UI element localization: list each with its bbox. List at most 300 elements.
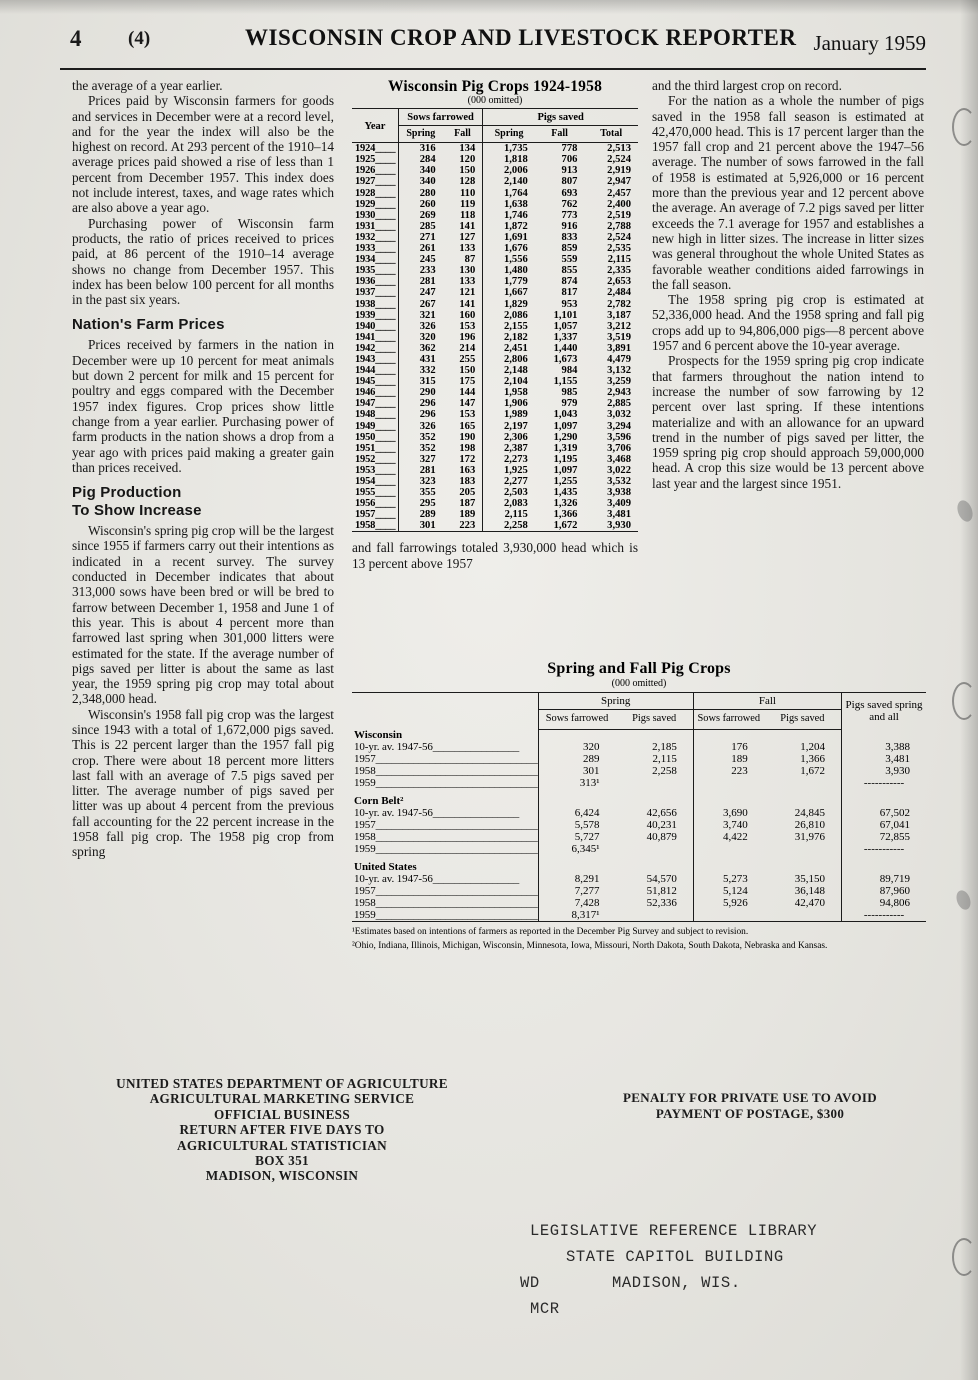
cell-empty bbox=[693, 729, 763, 741]
cell-fall-pigs bbox=[764, 777, 842, 789]
cell-sows-spring: 295 bbox=[419, 498, 436, 510]
cell-year: 1944____ bbox=[352, 365, 398, 376]
cell-sows-fall: 127 bbox=[443, 232, 483, 243]
cell-total: 2,115 bbox=[607, 254, 631, 266]
table-row bbox=[352, 476, 638, 487]
table-row bbox=[352, 807, 926, 819]
cell-year: 1933____ bbox=[352, 243, 398, 254]
col-header-sows-fall: Fall bbox=[443, 126, 483, 143]
cell-pigs-spring: 2,155 bbox=[503, 320, 528, 332]
cell-sows-spring: 301 bbox=[398, 520, 442, 532]
cell-pigs-fall: 706 bbox=[561, 154, 578, 166]
cell-fall-sows: 176 bbox=[731, 741, 748, 753]
cell-total: 2,513 bbox=[607, 143, 631, 155]
cell-sows-fall: 198 bbox=[443, 443, 483, 454]
penalty-line: PENALTY FOR PRIVATE USE TO AVOID bbox=[623, 1090, 877, 1105]
cell-year: 1952____ bbox=[352, 454, 398, 465]
paragraph: the average of a year earlier. bbox=[72, 78, 223, 93]
masthead bbox=[60, 22, 926, 66]
cell-row-label: 1957______________________________ bbox=[354, 885, 538, 897]
cell-fall-sows: 189 bbox=[731, 753, 748, 765]
cell-pigs-spring: 2,182 bbox=[503, 331, 528, 343]
cell-year: 1957____ bbox=[352, 509, 398, 520]
cell-total: 3,132 bbox=[607, 365, 631, 377]
cell-fall-pigs: 36,148 bbox=[764, 885, 842, 897]
cell-year: 1938____ bbox=[352, 299, 398, 310]
penalty-line: PAYMENT OF POSTAGE, $300 bbox=[655, 1105, 845, 1121]
cell-empty bbox=[693, 861, 763, 873]
cell-total: 2,457 bbox=[607, 187, 631, 199]
cell-total: 3,938 bbox=[607, 487, 631, 499]
cell-spring-pigs bbox=[616, 777, 694, 789]
paragraph: Wisconsin's spring pig crop will be the largest since 1955 if farmers carry out their intentions as indicated in a recent survey. The survey conducted in December indicates that about 313,000 sows have been bred or will be bred to farrow between December 1, 1958 and June 1 of this year. This is about 4 percent more than farrowed last spring when 301,000 litters were estimated for the state. If the average number of pigs saved per litter is about the same as last year, the 1959 spring pig crop may total about 2,348,000 head. bbox=[72, 523, 334, 707]
cell-spring-sows: 8,291 bbox=[574, 873, 600, 885]
cell-year: 1941____ bbox=[352, 332, 398, 343]
cell-pigs-fall: 1,319 bbox=[553, 442, 578, 454]
paragraph: Prices paid by Wisconsin farmers for goods and services in December were at a record level, and for the year the index will also be the highest on record. At 293 percent of the 1910–14 average prices paid showed a rise of less than 1 percent from December 1957. This index does not include interest, taxes, and wage rates which are also above a year ago. bbox=[72, 93, 334, 216]
cell-sows-spring: 326 bbox=[419, 320, 436, 332]
cell-year: 1958____ bbox=[352, 520, 398, 532]
cell-pigs-fall: 985 bbox=[561, 387, 578, 399]
cell-total: 3,532 bbox=[607, 476, 631, 487]
paragraph: Prices received by farmers in the nation in December were up 10 percent for meat animals but down 2 percent for milk and 15 percent for poultry and eggs compared with the December 1957 index figures. Crop prices show little change from a year earlier. Purchasing power of farm products in the nation shows a drop from a year ago with prices paid making a greater gain than prices received. bbox=[72, 337, 334, 475]
cell-empty bbox=[616, 729, 694, 741]
cell-total: 2,947 bbox=[607, 176, 631, 188]
cell-sows-spring: 332 bbox=[419, 365, 436, 377]
cell-year: 1925____ bbox=[352, 154, 398, 165]
table-row bbox=[352, 210, 638, 221]
cell-empty bbox=[764, 729, 842, 741]
cell-sows-fall: 121 bbox=[443, 287, 483, 298]
table-title: Wisconsin Pig Crops 1924-1958 bbox=[387, 78, 603, 95]
table-row bbox=[352, 188, 638, 199]
col-header-sows-spring: Spring bbox=[398, 126, 442, 143]
stamp-initials-wd: WD bbox=[520, 1274, 540, 1292]
cell-total: 72,855 bbox=[879, 831, 910, 843]
col-group-sows-farrowed: Sows farrowed bbox=[398, 109, 482, 126]
cell-total: 2,788 bbox=[607, 220, 631, 232]
imprint-line: UNITED STATES DEPARTMENT OF AGRICULTURE bbox=[116, 1076, 448, 1091]
table-footnote-2: ²Ohio, Indiana, Illinois, Michigan, Wisconsin, Minnesota, Iowa, Missouri, North Dakota, South Dakota, Nebraska and Kansas. bbox=[352, 941, 828, 951]
cell-row-label: 1959______________________________ bbox=[354, 777, 538, 789]
cell-total: 3,187 bbox=[607, 309, 631, 321]
table-row bbox=[352, 465, 638, 476]
table-row bbox=[352, 176, 638, 187]
cell-empty bbox=[616, 795, 694, 807]
cell-pigs-fall: 1,326 bbox=[553, 498, 578, 510]
cell-pigs-fall: 1,366 bbox=[553, 509, 578, 521]
cell-sows-fall: 130 bbox=[443, 265, 483, 276]
cell-total: 2,653 bbox=[607, 276, 631, 288]
cell-year: 1932____ bbox=[352, 232, 398, 243]
cell-row-label: 10-yr. av. 1947-56________________ bbox=[352, 741, 538, 753]
cell-total: 3,930 bbox=[885, 765, 910, 777]
cell-pigs-fall: 1,043 bbox=[553, 409, 578, 421]
cell-row-label: 1958______________________________ bbox=[354, 765, 538, 777]
cell-region-name: Corn Belt² bbox=[352, 795, 538, 807]
cell-sows-fall: 163 bbox=[443, 465, 483, 476]
cell-total: 2,782 bbox=[607, 298, 631, 310]
cell-empty bbox=[842, 729, 926, 741]
cell-pigs-spring: 2,273 bbox=[503, 453, 528, 465]
cell-pigs-spring: 2,140 bbox=[503, 176, 528, 188]
cell-pigs-fall: 807 bbox=[561, 176, 578, 188]
cell-total: 94,806 bbox=[879, 897, 910, 909]
table-row bbox=[352, 365, 638, 376]
cell-spring-sows: 289 bbox=[583, 753, 600, 765]
cell-sows-fall: 190 bbox=[443, 432, 483, 443]
col-header-pigs-fall: Fall bbox=[535, 126, 585, 143]
cell-sows-fall: 172 bbox=[443, 454, 483, 465]
col-header-total: Total bbox=[584, 126, 638, 143]
cell-sows-spring: 327 bbox=[419, 453, 436, 465]
cell-sows-spring: 245 bbox=[419, 254, 436, 266]
cell-fall-pigs: 24,845 bbox=[764, 807, 842, 819]
table-row bbox=[352, 165, 638, 176]
imprint-line: AGRICULTURAL STATISTICIAN bbox=[177, 1137, 387, 1153]
table-row bbox=[352, 741, 926, 753]
section-heading-nations-farm-prices: Nation's Farm Prices bbox=[72, 316, 225, 334]
cell-pigs-fall: 1,672 bbox=[535, 520, 585, 532]
table-row bbox=[352, 254, 638, 265]
table-row bbox=[352, 232, 638, 243]
cell-spring-sows: 5,727 bbox=[574, 831, 600, 843]
cell-sows-fall: 160 bbox=[443, 310, 483, 321]
table-footnote-1: ¹Estimates based on intentions of farmers as reported in the December Pig Survey and subject to revision. bbox=[352, 927, 749, 937]
cell-empty bbox=[538, 861, 615, 873]
table-group-row bbox=[352, 729, 926, 741]
cell-spring-pigs: 2,185 bbox=[616, 741, 694, 753]
cell-fall-sows: 3,740 bbox=[722, 819, 748, 831]
cell-total: 3,022 bbox=[607, 464, 631, 476]
cell-sows-spring: 340 bbox=[419, 165, 436, 177]
cell-year: 1949____ bbox=[352, 421, 398, 432]
imprint-line: RETURN AFTER FIVE DAYS TO bbox=[179, 1122, 385, 1138]
cell-total: 2,519 bbox=[607, 209, 631, 221]
penalty-notice bbox=[560, 1090, 940, 1121]
cell-total: 67,502 bbox=[879, 807, 910, 819]
table-group-row bbox=[352, 861, 926, 873]
cell-total: 3,388 bbox=[885, 741, 910, 753]
cell-row-label: 10-yr. av. 1947-56________________ bbox=[352, 873, 538, 885]
cell-sows-spring: 296 bbox=[419, 398, 436, 410]
cell-pigs-fall: 913 bbox=[561, 165, 578, 177]
cell-sows-fall: 150 bbox=[443, 165, 483, 176]
cell-pigs-spring: 1,735 bbox=[503, 143, 528, 155]
cell-row-label: 1959______________________________ bbox=[354, 843, 538, 855]
cell-sows-fall: 128 bbox=[443, 176, 483, 187]
cell-pigs-fall: 1,290 bbox=[553, 431, 578, 443]
cell-pigs-fall: 1,440 bbox=[553, 342, 578, 354]
table-row bbox=[352, 421, 638, 432]
cell-sows-fall: 144 bbox=[443, 387, 483, 398]
cell-total: 3,259 bbox=[607, 376, 631, 388]
cell-total: 2,400 bbox=[607, 198, 631, 210]
paragraph: Purchasing power of Wisconsin farm products, the ratio of prices received to prices paid, at 86 percent of the 1910–14 average shows no change from December 1957. This index has been below 100 percent for all months in the past six years. bbox=[72, 215, 334, 308]
cell-fall-pigs: 1,672 bbox=[764, 765, 842, 777]
cell-sows-fall: 196 bbox=[443, 332, 483, 343]
cell-fall-sows: 5,124 bbox=[722, 885, 748, 897]
col-group-fall: Fall bbox=[693, 693, 841, 710]
cell-total: ----------- bbox=[863, 843, 905, 855]
cell-pigs-spring: 1,764 bbox=[503, 187, 528, 199]
cell-spring-pigs: 2,115 bbox=[616, 753, 694, 765]
issue-date: January 1959 bbox=[813, 31, 926, 55]
table-row bbox=[352, 354, 638, 365]
article-column-left bbox=[72, 78, 334, 860]
cell-pigs-fall: 1,097 bbox=[553, 464, 578, 476]
binding-mark-icon bbox=[952, 682, 976, 720]
cell-sows-spring: 315 bbox=[419, 376, 436, 388]
table-bottom-rule bbox=[352, 922, 926, 925]
cell-pigs-spring: 2,104 bbox=[503, 376, 528, 388]
cell-sows-fall: 141 bbox=[443, 299, 483, 310]
imprint-line: BOX 351 bbox=[255, 1153, 309, 1169]
cell-sows-spring: 323 bbox=[419, 476, 436, 487]
cell-year: 1940____ bbox=[352, 321, 398, 332]
cell-pigs-fall: 1,057 bbox=[553, 320, 578, 332]
table-row bbox=[352, 376, 638, 387]
cell-total: 3,468 bbox=[607, 453, 631, 465]
cell-total: 3,409 bbox=[607, 498, 631, 510]
cell-spring-sows: 313¹ bbox=[579, 777, 600, 789]
cell-pigs-spring: 2,387 bbox=[503, 442, 528, 454]
cell-total: 3,212 bbox=[607, 320, 631, 332]
cell-year: 1947____ bbox=[352, 398, 398, 409]
cell-fall-pigs: 42,470 bbox=[764, 897, 842, 909]
cell-pigs-fall: 1,435 bbox=[553, 487, 578, 499]
table-row bbox=[352, 321, 638, 332]
cell-pigs-fall: 1,097 bbox=[553, 420, 578, 432]
cell-sows-spring: 269 bbox=[419, 209, 436, 221]
cell-sows-spring: 281 bbox=[419, 276, 436, 288]
cell-sows-spring: 285 bbox=[419, 220, 436, 232]
cell-pigs-spring: 1,906 bbox=[503, 398, 528, 410]
cell-pigs-fall: 778 bbox=[561, 143, 578, 155]
cell-total: 89,719 bbox=[879, 873, 910, 885]
col-header-pigs-spring: Spring bbox=[483, 126, 535, 143]
cell-pigs-fall: 1,195 bbox=[553, 453, 578, 465]
cell-pigs-fall: 1,673 bbox=[553, 353, 578, 365]
cell-pigs-spring: 2,006 bbox=[503, 165, 528, 177]
cell-spring-sows: 6,345¹ bbox=[571, 843, 600, 855]
cell-year: 1951____ bbox=[352, 443, 398, 454]
cell-total: 3,032 bbox=[607, 409, 631, 421]
cell-fall-pigs bbox=[764, 909, 842, 922]
cell-spring-pigs: 2,258 bbox=[616, 765, 694, 777]
cell-sows-spring: 260 bbox=[419, 198, 436, 210]
rule bbox=[352, 922, 926, 925]
cell-total: 3,706 bbox=[607, 442, 631, 454]
cell-sows-spring: 296 bbox=[419, 409, 436, 421]
binding-mark-icon bbox=[952, 1238, 976, 1276]
cell-fall-sows: 3,690 bbox=[722, 807, 748, 819]
cell-sows-fall: 205 bbox=[443, 487, 483, 498]
cell-year: 1926____ bbox=[352, 165, 398, 176]
cell-sows-spring: 352 bbox=[419, 431, 436, 443]
cell-sows-fall: 119 bbox=[443, 199, 483, 210]
publication-title: WISCONSIN CROP AND LIVESTOCK REPORTER bbox=[245, 25, 797, 50]
cell-fall-pigs: 35,150 bbox=[764, 873, 842, 885]
cell-pigs-spring: 1,676 bbox=[503, 243, 528, 255]
cell-spring-sows: 7,428 bbox=[574, 897, 600, 909]
section-heading-pig-production: Pig Production bbox=[72, 484, 182, 502]
cell-sows-fall: 150 bbox=[443, 365, 483, 376]
cell-sows-spring: 290 bbox=[419, 387, 436, 399]
cell-sows-fall: 134 bbox=[443, 143, 483, 155]
table-row bbox=[352, 432, 638, 443]
table-row bbox=[352, 243, 638, 254]
table-row bbox=[352, 819, 926, 831]
table-group-row bbox=[352, 795, 926, 807]
table-row bbox=[352, 343, 638, 354]
cell-year: 1936____ bbox=[352, 276, 398, 287]
table-row bbox=[352, 265, 638, 276]
cell-sows-fall: 189 bbox=[443, 509, 483, 520]
cell-fall-sows bbox=[693, 909, 763, 922]
cell-total: 2,335 bbox=[607, 265, 631, 277]
cell-pigs-spring: 2,148 bbox=[503, 365, 528, 377]
table-row bbox=[352, 299, 638, 310]
cell-sows-fall: 175 bbox=[443, 376, 483, 387]
cell-total: 2,524 bbox=[607, 231, 631, 243]
cell-year: 1950____ bbox=[352, 432, 398, 443]
section-heading-to-show-increase: To Show Increase bbox=[72, 502, 202, 520]
paragraph: The 1958 spring pig crop is estimated at 52,336,000 head. And the 1958 spring and fall pig crops add up to 94,806,000 pigs—8 percent above 1957 and 6 percent above the 10-year average. bbox=[652, 292, 924, 354]
cell-pigs-fall: 693 bbox=[561, 187, 578, 199]
library-stamp bbox=[520, 1218, 920, 1322]
col-header-region bbox=[352, 693, 538, 730]
cell-pigs-fall: 916 bbox=[561, 220, 578, 232]
cell-spring-pigs: 54,570 bbox=[616, 873, 694, 885]
cell-year: 1939____ bbox=[352, 310, 398, 321]
cell-pigs-spring: 1,667 bbox=[503, 287, 528, 299]
cell-pigs-spring: 2,277 bbox=[503, 476, 528, 487]
col-header-pigs-saved-spring-and-all: Pigs saved spring and all bbox=[842, 693, 926, 730]
cell-total: 3,294 bbox=[607, 420, 631, 432]
cell-row-label: 1957______________________________ bbox=[354, 753, 538, 765]
paragraph: and the third largest crop on record. bbox=[652, 78, 842, 93]
cell-fall-sows: 5,273 bbox=[722, 873, 748, 885]
cell-row-label: 1958______________________________ bbox=[354, 897, 538, 909]
cell-sows-fall: 223 bbox=[443, 520, 483, 532]
cell-year: 1927____ bbox=[352, 176, 398, 187]
cell-fall-sows bbox=[693, 843, 763, 855]
col-header-spring-sows: Sows farrowed bbox=[538, 710, 615, 730]
cell-pigs-fall: 1,337 bbox=[553, 331, 578, 343]
col-group-spring: Spring bbox=[538, 693, 693, 710]
cell-sows-spring: 352 bbox=[419, 442, 436, 454]
table-title: Spring and Fall Pig Crops bbox=[547, 660, 731, 677]
cell-pigs-spring: 2,503 bbox=[503, 487, 528, 499]
stamp-line-building: STATE CAPITOL BUILDING bbox=[566, 1248, 784, 1266]
cell-pigs-fall: 984 bbox=[561, 365, 578, 377]
cell-sows-fall: 183 bbox=[443, 476, 483, 487]
cell-pigs-spring: 1,958 bbox=[503, 387, 528, 399]
table-subtitle: (000 omitted) bbox=[467, 95, 523, 106]
cell-year: 1943____ bbox=[352, 354, 398, 365]
cell-sows-spring: 326 bbox=[419, 420, 436, 432]
table-row bbox=[352, 843, 926, 855]
pig-crops-table-body bbox=[352, 143, 638, 532]
table-row bbox=[352, 520, 638, 532]
cell-year: 1954____ bbox=[352, 476, 398, 487]
paragraph: Wisconsin's 1958 fall pig crop was the largest since 1943 with a total of 1,672,000 pigs saved. This is 22 percent larger than the 1957 fall pig crop. There were about 18 percent more litters last fall with an average of 7.5 pigs saved per litter. The average number of pigs saved per litter was up about 4 percent from the previous fall accounting for the 22 percent increase in the 1958 fall pig crop. The 1958 pig crop from spring bbox=[72, 706, 334, 860]
cell-row-label: 1958______________________________ bbox=[354, 831, 538, 843]
cell-total: 3,596 bbox=[607, 431, 631, 443]
cell-sows-spring: 284 bbox=[419, 154, 436, 166]
cell-sows-fall: 147 bbox=[443, 398, 483, 409]
table-row bbox=[352, 909, 926, 922]
cell-pigs-spring: 2,197 bbox=[503, 420, 528, 432]
cell-total: 4,479 bbox=[607, 353, 631, 365]
col-header-fall-sows: Sows farrowed bbox=[693, 710, 763, 730]
cell-pigs-spring: 2,086 bbox=[503, 309, 528, 321]
cell-pigs-fall: 559 bbox=[561, 254, 578, 266]
cell-pigs-fall: 1,255 bbox=[553, 476, 578, 487]
spring-fall-table-body bbox=[352, 729, 926, 924]
table-row bbox=[352, 409, 638, 420]
cell-fall-pigs: 1,204 bbox=[764, 741, 842, 753]
cell-pigs-fall: 833 bbox=[561, 231, 578, 243]
cell-year: 1945____ bbox=[352, 376, 398, 387]
cell-sows-spring: 321 bbox=[419, 309, 436, 321]
cell-total: 3,891 bbox=[607, 342, 631, 354]
cell-spring-sows: 8,317¹ bbox=[571, 909, 600, 921]
cell-sows-spring: 340 bbox=[419, 176, 436, 188]
cell-empty bbox=[538, 795, 615, 807]
cell-fall-sows: 4,422 bbox=[722, 831, 748, 843]
page-number-paren: (4) bbox=[128, 28, 151, 49]
agency-imprint bbox=[52, 1076, 512, 1184]
cell-pigs-spring: 1,480 bbox=[503, 265, 528, 277]
cell-spring-pigs: 51,812 bbox=[616, 885, 694, 897]
cell-total: 2,943 bbox=[607, 387, 631, 399]
cell-spring-sows: 6,424 bbox=[574, 807, 600, 819]
cell-empty bbox=[693, 795, 763, 807]
cell-sows-fall: 214 bbox=[443, 343, 483, 354]
cell-pigs-spring: 1,818 bbox=[503, 154, 528, 166]
table-row bbox=[352, 276, 638, 287]
table-row bbox=[352, 777, 926, 789]
table-row bbox=[352, 509, 638, 520]
cell-empty bbox=[764, 861, 842, 873]
header-divider bbox=[60, 68, 926, 70]
cell-total: 3,481 bbox=[607, 509, 631, 521]
table-subtitle: (000 omitted) bbox=[611, 678, 667, 689]
stamp-line-library: LEGISLATIVE REFERENCE LIBRARY bbox=[530, 1222, 818, 1240]
cell-pigs-spring: 1,556 bbox=[503, 254, 528, 266]
cell-sows-fall: 153 bbox=[443, 321, 483, 332]
cell-total: ----------- bbox=[863, 777, 905, 789]
binding-mark-icon bbox=[952, 108, 976, 146]
table-row bbox=[352, 443, 638, 454]
cell-sows-spring: 289 bbox=[419, 509, 436, 521]
cell-sows-spring: 280 bbox=[419, 187, 436, 199]
cell-spring-pigs bbox=[616, 843, 694, 855]
cell-sows-spring: 281 bbox=[419, 464, 436, 476]
table-row bbox=[352, 387, 638, 398]
cell-pigs-spring: 1,989 bbox=[503, 409, 528, 421]
stamp-line-city bbox=[520, 1270, 920, 1296]
cell-pigs-fall: 762 bbox=[561, 198, 578, 210]
paragraph: Prospects for the 1959 spring pig crop indicate that farmers throughout the nation intend to increase the number of sow farrowing by 12 percent over last spring. If these intentions materialize and with an allowance for an upward trend in the number of pigs saved per litter, the 1959 spring pig crop should approach 59,000,000 head. A crop this size would be 13 percent above last year and the largest since 1951. bbox=[652, 353, 924, 491]
cell-fall-pigs: 31,976 bbox=[764, 831, 842, 843]
cell-pigs-spring: 1,779 bbox=[503, 276, 528, 288]
cell-total: 3,930 bbox=[584, 520, 638, 532]
table-row bbox=[352, 831, 926, 843]
cell-empty bbox=[842, 795, 926, 807]
